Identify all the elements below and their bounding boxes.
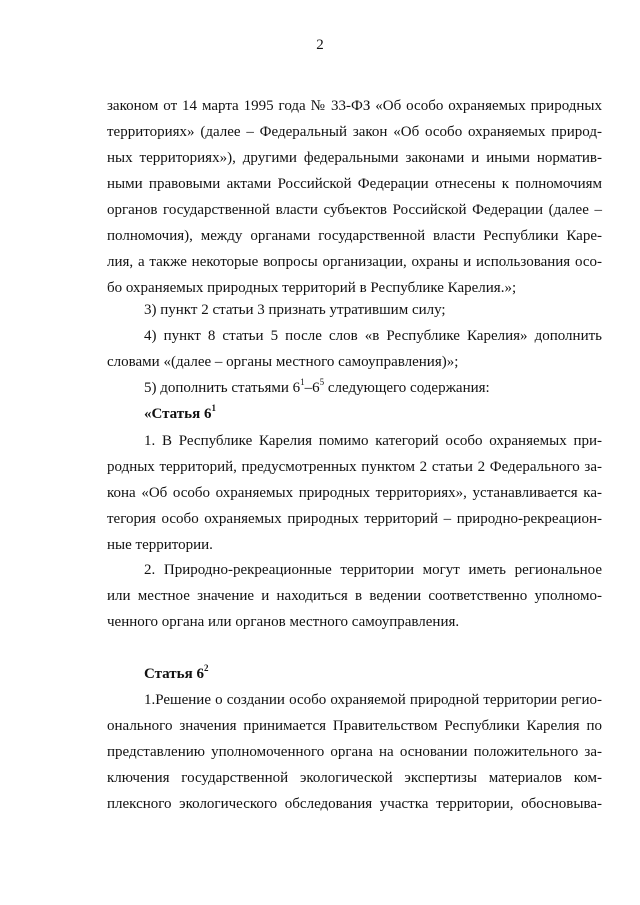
text-line: лия, а также некоторые вопросы организации, охраны и использования осо- (107, 254, 602, 270)
text-line: 3) пункт 2 статьи 3 признать утратившим силу; (144, 302, 446, 318)
text-line: бо охраняемых природных территорий в Республике Карелия.»; (107, 280, 517, 296)
superscript: 1 (300, 377, 305, 387)
text-line: законом от 14 марта 1995 года № 33-ФЗ «Об особо охраняемых природных (107, 98, 602, 114)
text-line: ключения государственной экологической экспертизы материалов ком- (107, 770, 602, 786)
text-line: кона «Об особо охраняемых природных территориях», устанавливается ка- (107, 485, 602, 501)
heading-label: «Статья 6 (144, 406, 212, 422)
text-line: 1.Решение о создании особо охраняемой природной территории регио- (144, 692, 602, 708)
text-line: 1. В Республике Карелия помимо категорий особо охраняемых при- (144, 433, 602, 449)
text-line: органов государственной власти субъектов Российской Федерации (далее – (107, 202, 602, 218)
text-line (144, 375, 602, 401)
text-line: ные территории. (107, 537, 213, 553)
item-5-before: 5) дополнить статьями 6 (144, 380, 301, 396)
text-line: ных территориях»), другими федеральными законами и иными норматив- (107, 150, 602, 166)
article-6-2-heading (144, 661, 208, 687)
text-line: ными правовыми актами Российской Федерации отнесены к полномочиям (107, 176, 602, 192)
article-6-1-heading (144, 401, 216, 427)
text-line: плексного экологического обследования участка территории, обосновыва- (107, 796, 602, 812)
text-line: полномочия), между органами государственной власти Республики Каре- (107, 228, 602, 244)
item-5-after: следующего содержания: (324, 380, 490, 396)
text-line: ченного органа или органов местного самоуправления. (107, 614, 460, 630)
text-line: онального значения принимается Правительством Республики Карелия по (107, 718, 602, 734)
text-line: 2. Природно-рекреационные территории могут иметь региональное (144, 562, 602, 578)
superscript: 2 (203, 663, 209, 673)
text-line: или местное значение и находиться в ведении соответственно уполномо- (107, 588, 602, 604)
text-line: представлению уполномоченного органа на основании положительного за- (107, 744, 602, 760)
text-line: тегория особо охраняемых природных территорий – природно-рекреацион- (107, 511, 602, 527)
superscript: 1 (211, 403, 216, 413)
page-number: 2 (316, 37, 324, 53)
text-line: территориях» (далее – Федеральный закон «Об особо охраняемых природ- (107, 124, 602, 140)
heading-label: Статья 6 (144, 666, 204, 682)
item-5-dash: –6 (304, 380, 320, 396)
text-line: 4) пункт 8 статьи 5 после слов «в Республике Карелия» дополнить (144, 328, 602, 344)
text-line: родных территорий, предусмотренных пунктом 2 статьи 2 Федерального за- (107, 459, 602, 475)
superscript: 5 (319, 377, 325, 387)
text-line: словами «(далее – органы местного самоуправления)»; (107, 354, 459, 370)
